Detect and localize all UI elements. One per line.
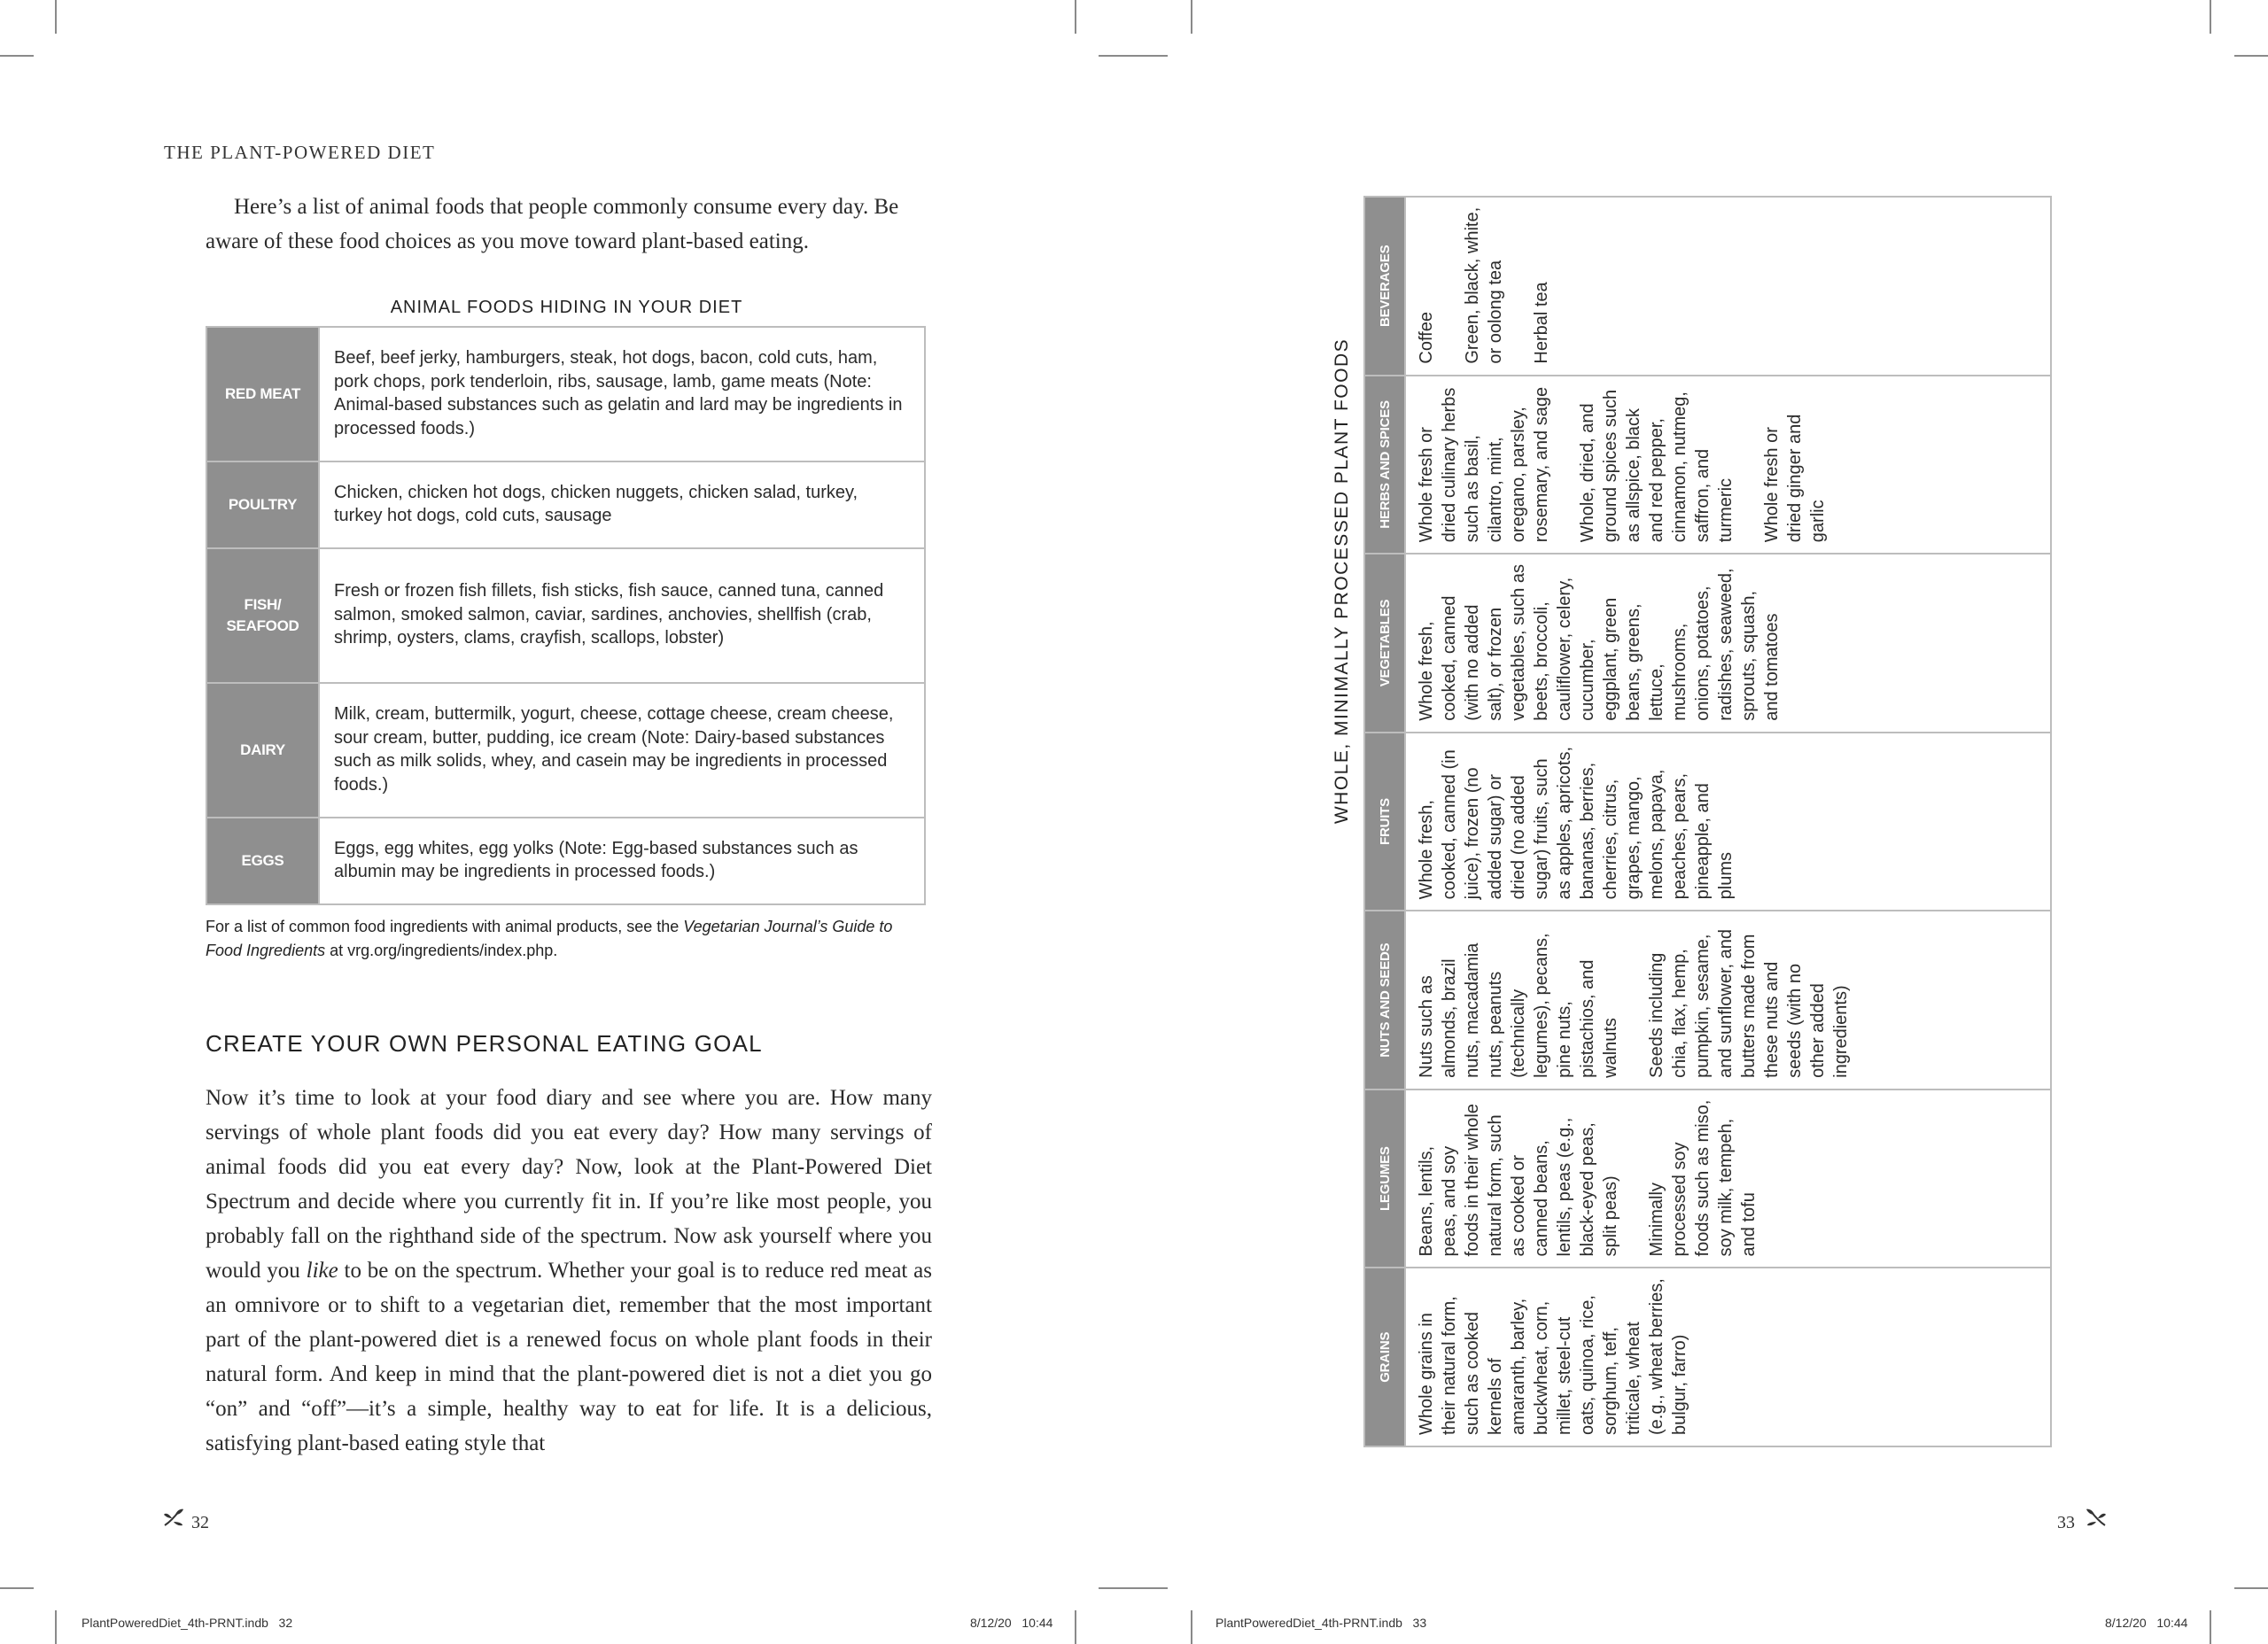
header-vegetables: VEGETABLES xyxy=(1364,554,1405,733)
leaf-icon xyxy=(2084,1506,2109,1531)
leaf-icon xyxy=(161,1506,186,1531)
cell-paragraph: Whole fresh or dried ginger and garlic xyxy=(1762,414,1828,543)
section-heading: CREATE YOUR OWN PERSONAL EATING GOAL xyxy=(206,1030,763,1057)
crop-mark xyxy=(1191,0,1192,34)
cell-paragraph: Seeds including chia, flax, hemp, pumpkin, sesame, and sunflower, and butters made from these nuts and seeds (with no other added ingredients) xyxy=(1647,928,1851,1078)
cell-vegetables xyxy=(1405,554,2051,733)
cell-paragraph: Green, black, white, or oolong tea xyxy=(1463,206,1505,364)
category-items: Eggs, egg whites, egg yolks (Note: Egg-based substances such as albumin may be ingredients in processed foods.) xyxy=(319,818,925,904)
table-row xyxy=(206,683,925,818)
animal-foods-table xyxy=(206,326,926,905)
cell-paragraph: Herbal tea xyxy=(1532,282,1551,364)
header-legumes: LEGUMES xyxy=(1364,1090,1405,1268)
body-text xyxy=(206,1081,932,1461)
category-items: Chicken, chicken hot dogs, chicken nuggets, chicken salad, turkey, turkey hot dogs, cold cuts, sausage xyxy=(319,461,925,548)
plant-foods-table-container xyxy=(1363,196,2052,1447)
header-herbs-and-spices: HERBS AND SPICES xyxy=(1364,376,1405,554)
page-number-left: 32 xyxy=(191,1513,209,1532)
cell-paragraph: Beans, lentils, peas, and soy foods in their whole natural form, such as cooked or canned beans, lentils, peas (e.g., black-eyed peas, split peas) xyxy=(1417,1104,1620,1257)
table-row xyxy=(206,461,925,548)
plant-foods-table xyxy=(1363,196,2052,1447)
category-items: Fresh or frozen fish fillets, fish sticks, fish sauce, canned tuna, canned salmon, smoked salmon, caviar, sardines, anchovies, shellfish (crab, shrimp, oysters, clams, crayfish, scallops, lobster) xyxy=(319,548,925,683)
table-footnote xyxy=(206,915,932,963)
page-number-right: 33 xyxy=(2057,1513,2075,1532)
intro-paragraph xyxy=(206,190,932,259)
category-fish-seafood xyxy=(206,548,319,683)
header-beverages: BEVERAGES xyxy=(1364,197,1405,376)
footnote-title: Vegetarian Journal’s Guide to Food Ingredients xyxy=(206,918,893,959)
cell-paragraph: Coffee xyxy=(1417,312,1436,364)
cell-grains xyxy=(1405,1268,2051,1446)
category-label-line: SEAFOOD xyxy=(226,617,299,634)
header-fruits: FRUITS xyxy=(1364,733,1405,911)
cell-herbs-and-spices xyxy=(1405,376,2051,554)
table-row xyxy=(206,818,925,904)
cell-beverages xyxy=(1405,197,2051,376)
crop-mark xyxy=(1191,1610,1192,1644)
crop-mark xyxy=(2210,1610,2211,1644)
crop-mark xyxy=(1099,55,1168,57)
slug-date-left: 8/12/20 10:44 xyxy=(970,1616,1053,1630)
crop-mark xyxy=(1075,1610,1076,1644)
body-emphasis: like xyxy=(306,1259,338,1283)
plant-foods-title-wrapper xyxy=(1324,94,1360,1068)
crop-mark xyxy=(55,1610,57,1644)
category-poultry: POULTRY xyxy=(206,461,319,548)
animal-foods-table-title: ANIMAL FOODS HIDING IN YOUR DIET xyxy=(390,298,743,317)
cell-paragraph: Whole grains in their natural form, such as cooked kernels of amaranth, barley, buckwheat, corn, millet, steel-cut oats, quinoa, rice, sorghum, teff, triticale, wheat (e.g., wheat berries, bulgur, farro) xyxy=(1417,1278,1689,1435)
plant-foods-table-rotated xyxy=(1363,196,2052,1447)
crop-mark xyxy=(2210,0,2211,34)
header-row xyxy=(1364,197,1405,1446)
table-row xyxy=(206,548,925,683)
cell-legumes xyxy=(1405,1090,2051,1268)
footnote-url-text: at vrg.org/ingredients/index.php. xyxy=(325,942,558,959)
cell-paragraph: Whole fresh, cooked, canned (in juice), frozen (no added sugar) or dried (no added sugar) fruits, such as apples, apricots, bananas, berries, cherries, citrus, grapes, mango, melons, papaya, peaches, pears, pineapple, and plums xyxy=(1417,746,1736,900)
body-paragraph xyxy=(206,1081,932,1461)
crop-mark xyxy=(55,0,57,34)
intro-text: Here’s a list of animal foods that people commonly consume every day. Be aware of these food choices as you move toward plant-based eating. xyxy=(206,195,899,253)
slug-file-right: PlantPoweredDiet_4th-PRNT.indb 33 xyxy=(1216,1616,1427,1630)
cell-fruits xyxy=(1405,733,2051,911)
category-dairy: DAIRY xyxy=(206,683,319,818)
table-row xyxy=(206,327,925,461)
category-eggs: EGGS xyxy=(206,818,319,904)
running-head: THE PLANT-POWERED DIET xyxy=(164,142,436,163)
cell-nuts-and-seeds xyxy=(1405,911,2051,1090)
category-label-line: FISH/ xyxy=(244,596,282,613)
crop-mark xyxy=(1099,1587,1168,1589)
crop-mark xyxy=(0,1587,34,1589)
cell-paragraph: Nuts such as almonds, brazil nuts, macadamia nuts, peanuts (technically legumes), pecans, pine nuts, pistachios, and walnuts xyxy=(1417,933,1620,1078)
cell-paragraph: Whole, dried, and ground spices such as allspice, black and red pepper, cinnamon, nutmeg, saffron, and turmeric xyxy=(1578,389,1736,543)
body-text-part: to be on the spectrum. Whether your goal is to reduce red meat as an omnivore or to shift to a vegetarian diet, remember that the most important part of the plant-powered diet is a renewed focus on whole plant foods in their natural form. And keep in mind that the plant-powered diet is not a diet you go “on” and “off”—it’s a simple, healthy way to eat for life. It is a delicious, satisfying plant-based eating style that xyxy=(206,1259,933,1455)
category-items: Beef, beef jerky, hamburgers, steak, hot dogs, bacon, cold cuts, ham, pork chops, pork tenderloin, ribs, sausage, lamb, game meats (Note: Animal-based substances such as gelatin and lard may be ingredients in processed foods.) xyxy=(319,327,925,461)
slug-file-left: PlantPoweredDiet_4th-PRNT.indb 32 xyxy=(82,1616,293,1630)
category-red-meat: RED MEAT xyxy=(206,327,319,461)
plant-foods-table-title: WHOLE, MINIMALLY PROCESSED PLANT FOODS xyxy=(1332,337,1352,825)
cell-paragraph: Minimally processed soy foods such as miso, soy milk, tempeh, and tofu xyxy=(1647,1099,1759,1257)
cell-paragraph: Whole fresh, cooked, canned (with no added salt), or frozen vegetables, such as beets, broccoli, cauliflower, celery, cucumber, eggplant, green beans, greens, lettuce, mushrooms, onions, potatoes, radishes, seaweed, sprouts, squash, and tomatoes xyxy=(1417,563,1782,721)
crop-mark xyxy=(2234,55,2268,57)
body-text-part: Now it’s time to look at your food diary and see where you are. How many servings of whole plant foods did you eat every day? How many servings of animal foods did you eat every day? Now, look at the Plant-Powered Diet Spectrum and decide where you currently fit in. If you’re like most people, you probably fall on the righthand side of the spectrum. Now ask yourself where you would you xyxy=(206,1086,932,1283)
slug-date-right: 8/12/20 10:44 xyxy=(2105,1616,2188,1630)
content-row xyxy=(1405,197,2051,1446)
header-grains: GRAINS xyxy=(1364,1268,1405,1446)
header-nuts-and-seeds: NUTS AND SEEDS xyxy=(1364,911,1405,1090)
category-items: Milk, cream, buttermilk, yogurt, cheese, cottage cheese, cream cheese, sour cream, butter, pudding, ice cream (Note: Dairy-based substances such as milk solids, whey, and casein may be ingredients in processed foods.) xyxy=(319,683,925,818)
crop-mark xyxy=(0,55,34,57)
crop-mark xyxy=(1075,0,1076,34)
footnote-text: For a list of common food ingredients with animal products, see the xyxy=(206,918,684,935)
cell-paragraph: Whole fresh or dried culinary herbs such as basil, cilantro, mint, oregano, parsley, rosemary, and sage xyxy=(1417,386,1551,543)
crop-mark xyxy=(2234,1587,2268,1589)
